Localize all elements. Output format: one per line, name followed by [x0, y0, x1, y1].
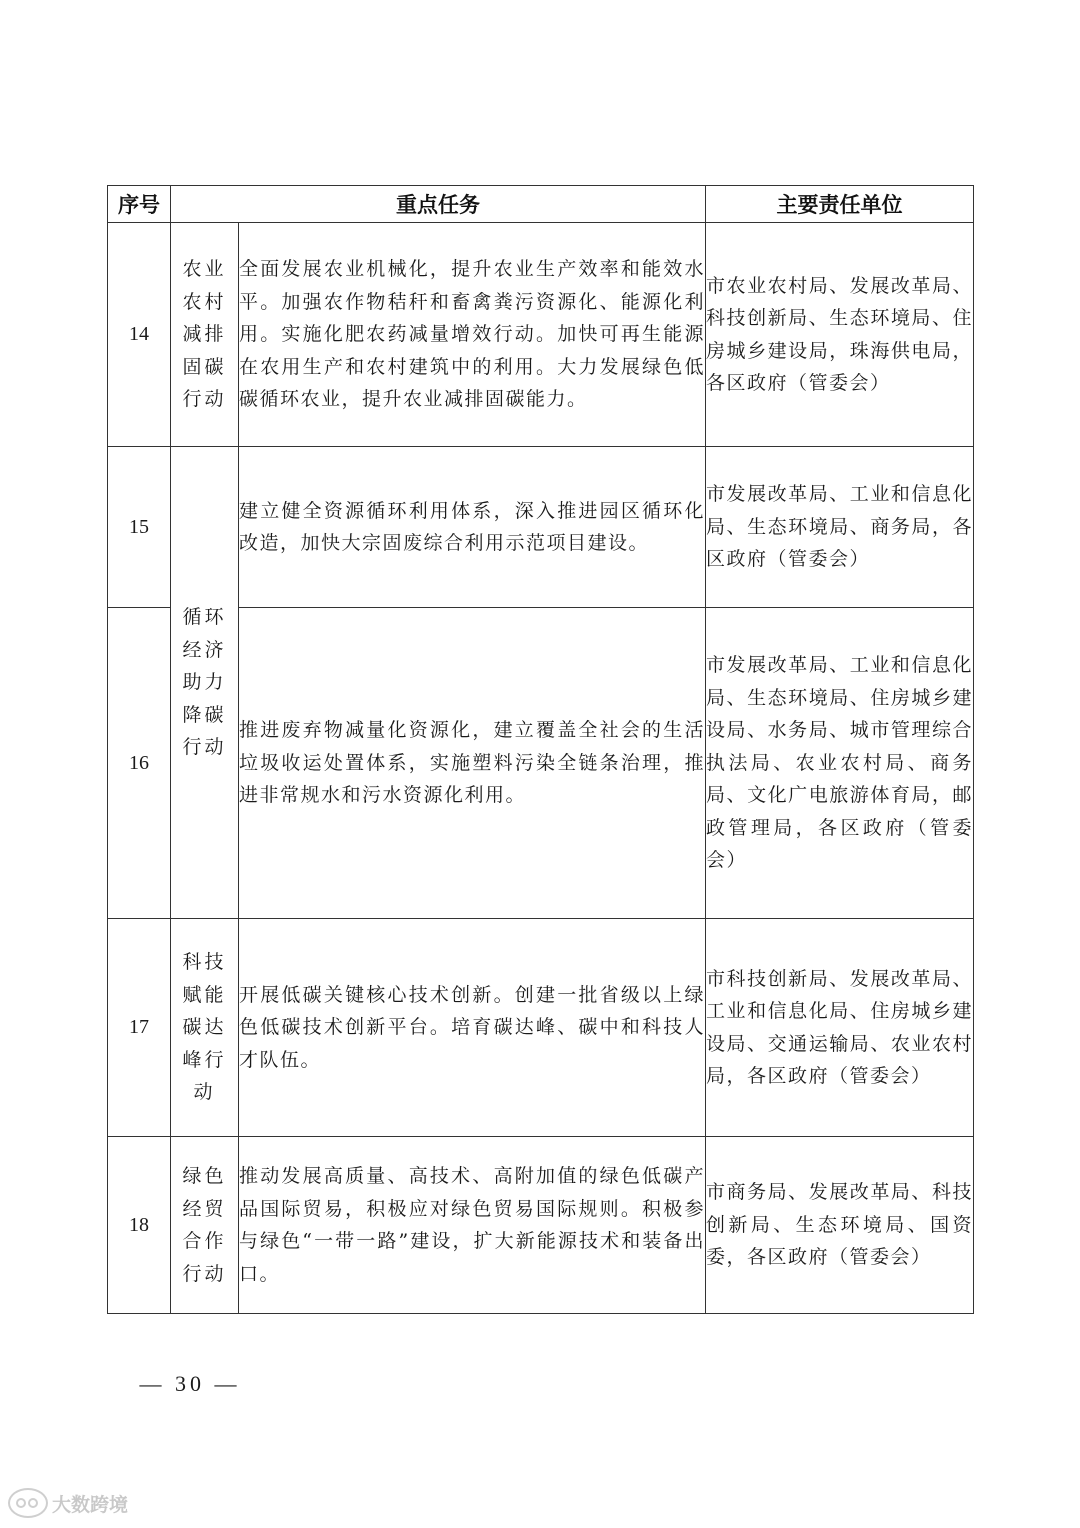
task-cell: 推进废弃物减量化资源化，建立覆盖全社会的生活垃圾收运处置体系，实施塑料污染全链条治理，推进非常规水和污水资源化利用。	[239, 608, 706, 919]
unit-cell: 市农业农村局、发展改革局、科技创新局、生态环境局、住房城乡建设局，珠海供电局，各区政府（管委会）	[706, 223, 974, 447]
page-number: — 30 —	[139, 1371, 241, 1396]
unit-cell: 市发展改革局、工业和信息化局、生态环境局、商务局，各区政府（管委会）	[706, 447, 974, 608]
category-label: 循环经济助力降碳行动	[182, 606, 227, 759]
weibo-logo-icon	[8, 1488, 48, 1518]
category-cell	[171, 223, 239, 447]
category-cell	[171, 1137, 239, 1314]
unit-cell: 市商务局、发展改革局、科技创新局、生态环境局、国资委，各区政府（管委会）	[706, 1137, 974, 1314]
table-header-row	[108, 186, 974, 223]
watermark	[8, 1488, 128, 1518]
category-cell	[171, 447, 239, 919]
task-cell: 开展低碳关键核心技术创新。创建一批省级以上绿色低碳技术创新平台。培育碳达峰、碳中和科技人才队伍。	[239, 919, 706, 1137]
row-number: 17	[108, 919, 171, 1137]
header-unit: 主要责任单位	[706, 186, 974, 223]
row-number: 16	[108, 608, 171, 919]
header-number: 序号	[108, 186, 171, 223]
category-cell	[171, 919, 239, 1137]
unit-cell: 市科技创新局、发展改革局、工业和信息化局、住房城乡建设局、交通运输局、农业农村局，各区政府（管委会）	[706, 919, 974, 1137]
task-table	[107, 185, 974, 1314]
table-row	[108, 919, 974, 1137]
row-number: 14	[108, 223, 171, 447]
unit-cell: 市发展改革局、工业和信息化局、生态环境局、住房城乡建设局、水务局、城市管理综合执法局、农业农村局、商务局、文化广电旅游体育局，邮政管理局，各区政府（管委会）	[706, 608, 974, 919]
category-label: 科技赋能碳达峰行动	[182, 951, 227, 1104]
header-task: 重点任务	[171, 186, 706, 223]
task-cell: 推动发展高质量、高技术、高附加值的绿色低碳产品国际贸易，积极应对绿色贸易国际规则。积极参与绿色“一带一路”建设，扩大新能源技术和装备出口。	[239, 1137, 706, 1314]
category-label: 绿色经贸合作行动	[182, 1165, 227, 1285]
watermark-text: 大数跨境	[52, 1493, 129, 1516]
table-row	[108, 1137, 974, 1314]
row-number: 15	[108, 447, 171, 608]
task-cell: 建立健全资源循环利用体系，深入推进园区循环化改造，加快大宗固废综合利用示范项目建设。	[239, 447, 706, 608]
table-row	[108, 447, 974, 608]
table-row	[108, 223, 974, 447]
row-number: 18	[108, 1137, 171, 1314]
category-label: 农业农村减排固碳行动	[182, 258, 227, 411]
task-cell: 全面发展农业机械化，提升农业生产效率和能效水平。加强农作物秸秆和畜禽粪污资源化、能源化利用。实施化肥农药减量增效行动。加快可再生能源在农用生产和农村建筑中的利用。大力发展绿色低碳循环农业，提升农业减排固碳能力。	[239, 223, 706, 447]
